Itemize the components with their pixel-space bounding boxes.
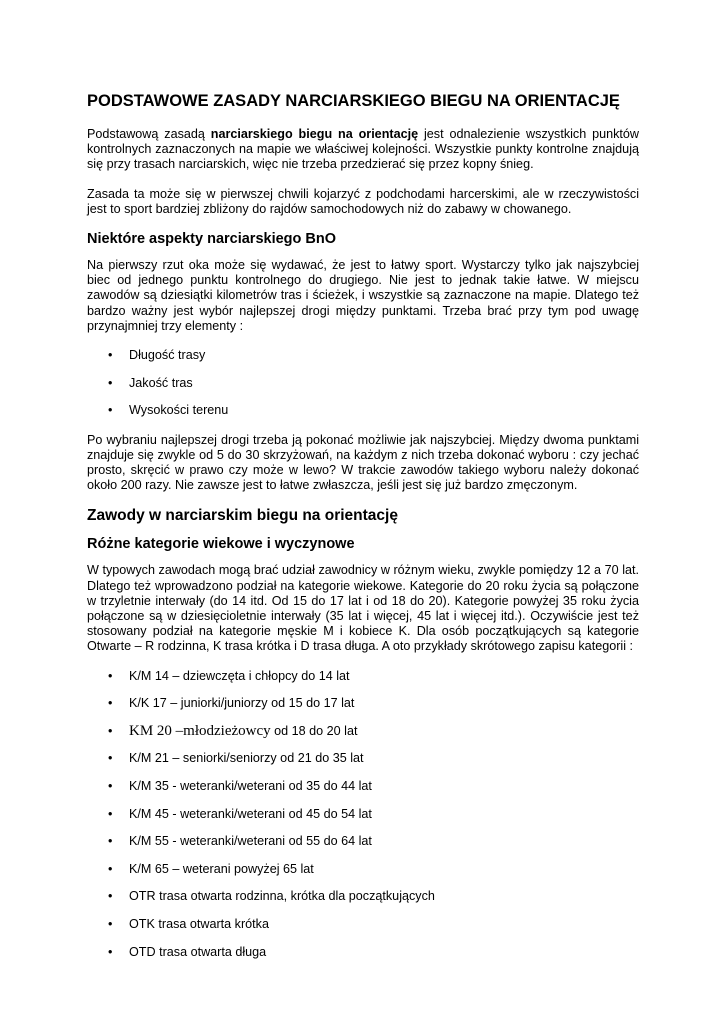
aspects-bullet-list xyxy=(87,348,639,419)
bullet-icon: • xyxy=(108,944,113,959)
bullet-icon: • xyxy=(108,806,113,821)
list-item xyxy=(87,807,639,822)
list-item-text: K/M 65 – weterani powyżej 65 lat xyxy=(129,861,314,876)
list-item-text: OTR trasa otwarta rodzinna, krótka dla początkujących xyxy=(129,889,435,904)
list-item-text: K/M 14 – dziewczęta i chłopcy do 14 lat xyxy=(129,668,350,683)
list-item-text: K/M 55 - weteranki/weterani od 55 do 64 lat xyxy=(129,834,372,849)
subsection-heading-categories: Różne kategorie wiekowe i wyczynowe xyxy=(87,536,355,553)
bullet-icon: • xyxy=(108,779,113,794)
bullet-icon: • xyxy=(108,917,113,932)
aspects-paragraph-2: Po wybraniu najlepszej drogi trzeba ją pokonać możliwie jak najszybciej. Między dwoma punktami znajduje się zwykle od 5 do 30 skrzyżowań, na każdym z nich trzeba dokonać wyboru : czy jechać prosto, skręcić w prawo czy może w lewo? W trakcie zawodów takiego wyboru należy dokonać około 200 razy. Nie zawsze jest to łatwe zwłaszcza, jeśli jest się już bardzo zmęczonym. xyxy=(87,432,639,493)
list-item-text: Długość trasy xyxy=(129,348,206,363)
list-item-text: K/K 17 – juniorki/juniorzy od 15 do 17 lat xyxy=(129,696,355,711)
categories-paragraph: W typowych zawodach mogą brać udział zawodnicy w różnym wieku, zwykle pomiędzy 12 a 70 lat. Dlatego też wprowadzono podział na kategorie wiekowe. Kategorie do 20 roku życia są połączone w trzyletnie interwały (do 14 itd. Od 15 do 17 lat i od 18 do 20). Kategorie powyżej 35 roku życia połączone są w dziesięcioletnie interwały (35 lat i więcej, 45 lat i więcej itd.). Oczywiście jest też stosowany podział na kategorie męskie M i kobiece K. Dla osób początkujących są kategorie Otwarte – R rodzinna, K trasa krótka i D trasa długa. A oto przykłady skrótowego zapisu kategorii : xyxy=(87,563,639,654)
list-item xyxy=(87,669,639,684)
list-item-text: K/M 35 - weteranki/weterani od 35 do 44 lat xyxy=(129,779,372,794)
list-item xyxy=(87,724,639,739)
intro-text: Podstawową zasadą xyxy=(87,127,211,141)
categories-bullet-list xyxy=(87,669,639,960)
list-item xyxy=(87,862,639,877)
list-item xyxy=(87,348,639,363)
bullet-icon: • xyxy=(108,834,113,849)
intro-paragraph-1 xyxy=(87,127,639,173)
list-item-text: K/M 21 – seniorki/seniorzy od 21 do 35 lat xyxy=(129,751,364,766)
list-item xyxy=(87,834,639,849)
list-item-text: K/M 45 - weteranki/weterani od 45 do 54 lat xyxy=(129,806,372,821)
list-item-text: Jakość tras xyxy=(129,375,193,390)
list-item xyxy=(87,889,639,904)
list-item xyxy=(87,376,639,391)
bullet-icon: • xyxy=(108,751,113,766)
bullet-icon: • xyxy=(108,375,113,390)
bullet-icon: • xyxy=(108,668,113,683)
section-heading-competitions: Zawody w narciarskim biegu na orientację xyxy=(87,507,398,525)
section-heading-aspects: Niektóre aspekty narciarskiego BnO xyxy=(87,231,337,248)
document-title: PODSTAWOWE ZASADY NARCIARSKIEGO BIEGU NA ORIENTACJĘ xyxy=(87,92,620,110)
list-item xyxy=(87,779,639,794)
list-item xyxy=(87,945,639,960)
bullet-icon: • xyxy=(108,348,113,363)
list-item-text: Wysokości terenu xyxy=(129,403,229,418)
list-item-text: OTD trasa otwarta długa xyxy=(129,944,267,959)
intro-bold-term: narciarskiego biegu na orientację xyxy=(210,127,419,141)
bullet-icon: • xyxy=(108,696,113,711)
aspects-paragraph-1: Na pierwszy rzut oka może się wydawać, że jest to łatwy sport. Wystarczy tylko jak najszybciej biec od jednego punktu kontrolnego do drugiego. Nie jest to jednak takie łatwe. W miejscu zawodów są dziesiątki kilometrów tras i ścieżek, i wszystkie są zaznaczone na mapie. Dlatego też bardzo ważny jest wybór najlepszej drogi między punktami. Trzeba brać przy tym pod uwagę przynajmniej trzy elementy : xyxy=(87,258,639,333)
intro-paragraph-2: Zasada ta może się w pierwszej chwili kojarzyć z podchodami harcerskimi, ale w rzeczywistości jest to sport bardziej zbliżony do rajdów samochodowych niż do zabawy w chowanego. xyxy=(87,186,639,216)
list-item xyxy=(87,696,639,711)
list-item xyxy=(87,403,639,418)
list-item xyxy=(87,751,639,766)
bullet-icon: • xyxy=(108,403,113,418)
list-item-text: od 18 do 20 lat xyxy=(270,723,358,738)
bullet-icon: • xyxy=(108,889,113,904)
list-item xyxy=(87,917,639,932)
bullet-icon: • xyxy=(108,723,113,738)
list-item-text-serif: KM 20 –młodzieżowcy xyxy=(129,722,271,739)
list-item-text: OTK trasa otwarta krótka xyxy=(129,917,269,932)
bullet-icon: • xyxy=(108,861,113,876)
intro-text-rest: jest odnalezienie wszystkich punktów kontrolnych zaznaczonych na mapie we właściwej kolejności. Wszystkie punkty kontrolne znajdują się przy trasach narciarskich, więc nie trzeba przedzierać się przez kopny śnieg. xyxy=(87,127,640,172)
